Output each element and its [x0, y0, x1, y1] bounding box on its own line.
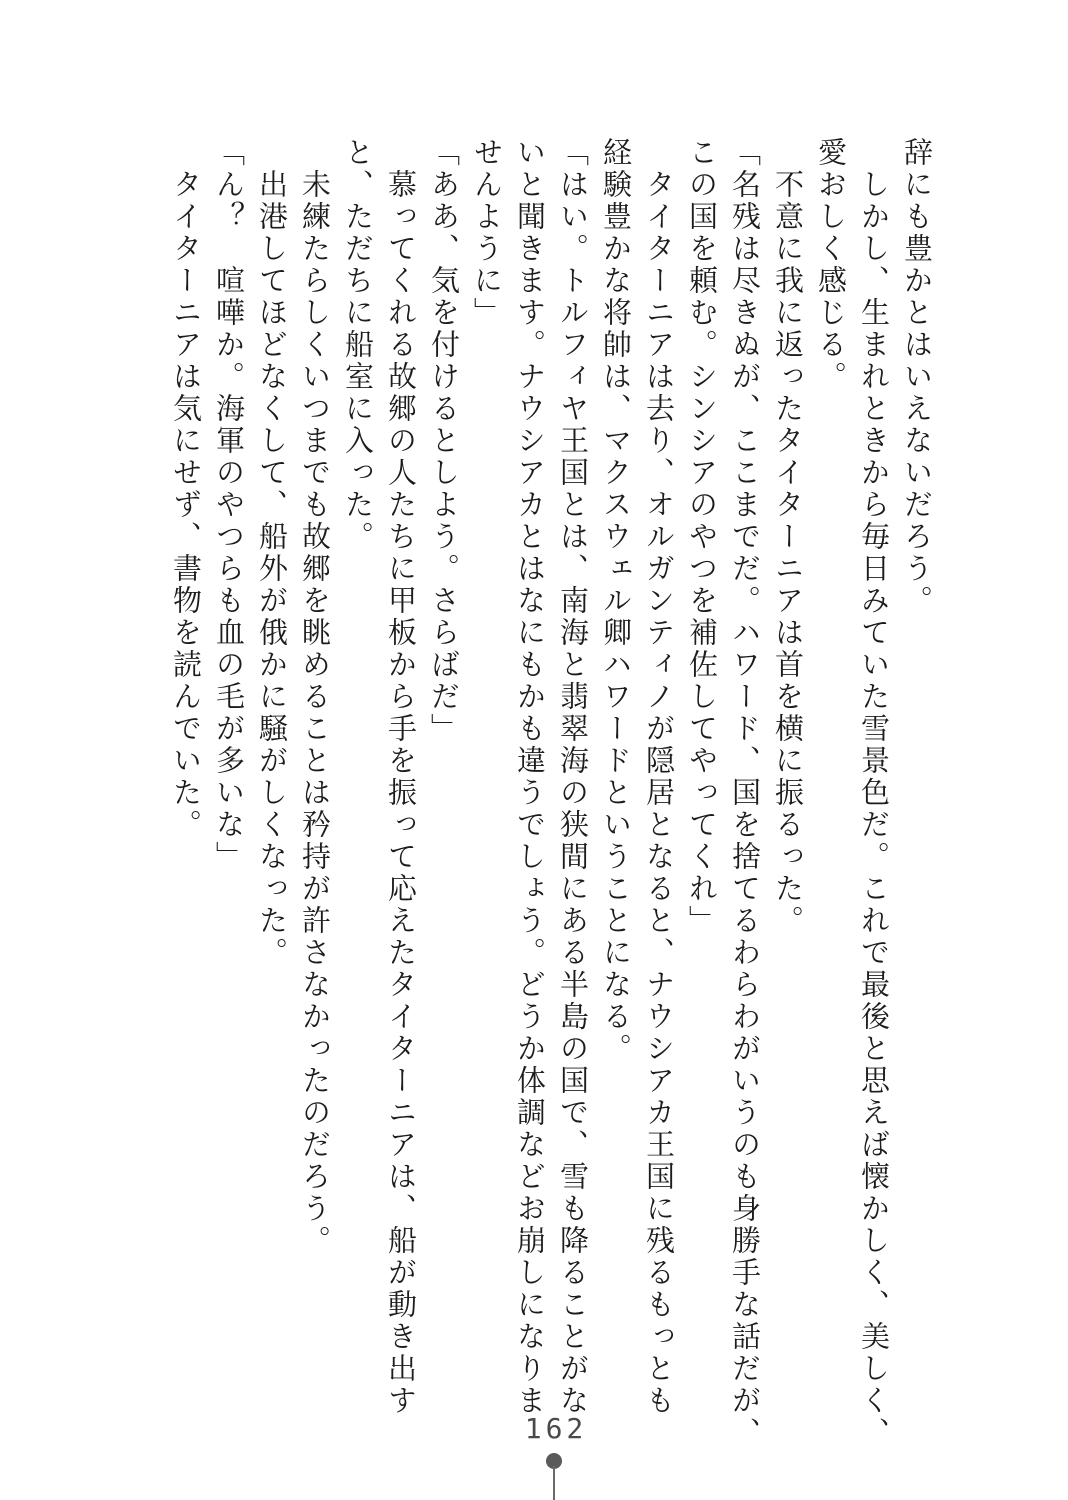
- text-column: 慕ってくれる故郷の人たちに甲板から手を振って応えたタイターニアは、船が動き出す: [384, 169, 416, 1417]
- text-column: 不意に我に返ったタイターニアは首を横に振るった。: [771, 169, 803, 937]
- text-column: 「はい。トルフィヤ王国とは、南海と翡翠海の狭間にある半島の国で、雪も降ることがな: [556, 137, 588, 1417]
- text-column: 「ん？ 喧嘩か。海軍のやつらも血の毛が多いな」: [212, 137, 244, 873]
- text-column: 未練たらしくいつまでも故郷を眺めることは矜持が許さなかったのだろう。: [298, 169, 330, 1257]
- text-column: いと聞きます。ナウシアカとはなにもかも違うでしょう。どうか体調などお崩しになりま: [513, 137, 545, 1417]
- text-column: しかし、生まれときから毎日みていた雪景色だ。これで最後と思えば懐かしく、美しく、: [857, 169, 889, 1449]
- footer-ornament-line: [553, 1466, 555, 1500]
- text-column: 「名残は尽きぬが、ここまでだ。ハワード、国を捨てるわらわがいうのも身勝手な話だが、: [728, 137, 760, 1449]
- text-column: 愛おしく感じる。: [814, 137, 846, 393]
- text-column: 辞にも豊かとはいえないだろう。: [900, 137, 932, 617]
- page-number: 162: [524, 1412, 588, 1445]
- vertical-text-block: [163, 137, 937, 1477]
- text-column: タイターニアは気にせず、書物を読んでいた。: [169, 169, 201, 841]
- text-column: と、ただちに船室に入った。: [341, 137, 373, 553]
- text-column: 出港してほどなくして、船外が俄かに騒がしくなった。: [255, 169, 287, 969]
- text-column: タイターニアは去り、オルガンティノが隠居となると、ナウシアカ王国に残るもっとも: [642, 169, 674, 1417]
- text-column: この国を頼む。シンシアのやつを補佐してやってくれ」: [685, 137, 717, 937]
- text-column: 経験豊かな将帥は、マクスウェル卿ハワードということになる。: [599, 137, 631, 1065]
- text-column: せんように」: [470, 137, 502, 329]
- text-column: 「ああ、気を付けるとしよう。さらばだ」: [427, 137, 459, 745]
